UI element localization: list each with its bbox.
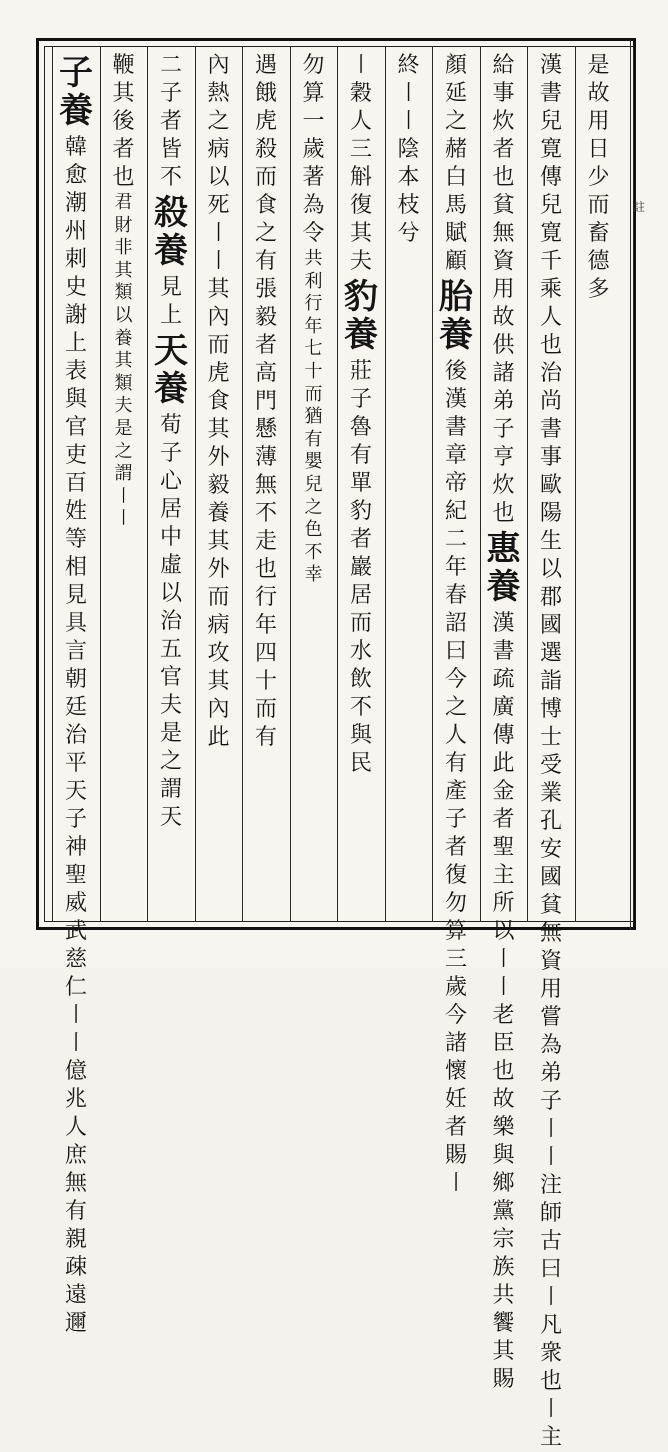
column-text: 荀子心居中虛以治五官夫是之謂天 <box>159 413 182 830</box>
text-column <box>196 52 242 922</box>
entry-headword: 胎養 <box>439 277 473 355</box>
column-text: 遇餓虎殺而食之有張毅者高門懸薄無不走也行年四十而有 <box>254 53 277 750</box>
column-text: 莊子魯有單豹者巖居而水飲不與民 <box>349 359 372 776</box>
column-text: 給事炊者也貧無資用故供諸弟子亨炊也 <box>492 53 515 526</box>
entry-headword: 天養 <box>154 331 188 409</box>
column-text: 韓愈潮州刺史謝上表與官吏百姓等相見具言朝廷治平天子神聖威武慈仁〡〡億兆人庶無有親疎遠邇 <box>64 135 87 1336</box>
column-text: 內熱之病以死〡〡其內而虎食其外毅養其外而病攻其內此 <box>207 53 230 750</box>
text-column <box>243 52 289 922</box>
column-text: 後漢書章帝紀二年春詔曰今之人有產子者復勿算三歲今諸懷妊者賜〡 <box>444 359 467 1196</box>
text-column <box>338 52 384 922</box>
column-text: 鞭其後者也 <box>112 53 135 190</box>
adjacent-page-text: 註 <box>633 200 646 214</box>
text-column <box>528 52 574 1450</box>
entry-headword: 豹養 <box>344 277 378 355</box>
column-text: 顏延之赭白馬賦顧 <box>444 53 467 274</box>
entry-headword: 子養 <box>59 53 93 131</box>
text-column <box>101 52 147 922</box>
column-text: 〡穀人三斛復其夫 <box>349 53 372 274</box>
commentary-text: 君財非其類以養其類夫是之謂〡〡 <box>114 192 133 530</box>
text-column <box>53 52 99 1336</box>
column-text: 見上 <box>159 275 182 328</box>
column-text: 是故用日少而畜德多 <box>587 53 610 302</box>
text-column <box>386 52 432 922</box>
column-text: 漢書兒寛傳兒寛千乘人也治尚書事歐陽生以郡國選詣博士受業孔安國貧無資用嘗為弟子〡〡注師古曰〡凡衆也〡主 <box>539 53 562 1450</box>
entry-headword: 惠養 <box>486 529 521 607</box>
column-text: 勿算一歲著為令 <box>302 53 325 246</box>
column-text: 終〡〡陰本枝兮 <box>397 53 420 246</box>
column-text: 二子者皆不 <box>159 53 182 190</box>
text-column <box>481 52 527 1392</box>
text-column <box>576 52 622 922</box>
text-column <box>291 52 337 922</box>
column-text: 漢書疏廣傳此金者聖主所以〡〡老臣也故樂與鄉黨宗族共饗其賜 <box>492 611 515 1392</box>
entry-headword: 殺養 <box>154 193 188 271</box>
text-column <box>148 52 194 922</box>
adjacent-page-edge <box>630 40 641 930</box>
commentary-text: 共利行年七十而猶有嬰兒之色不幸 <box>304 248 323 586</box>
text-column <box>433 52 479 1196</box>
